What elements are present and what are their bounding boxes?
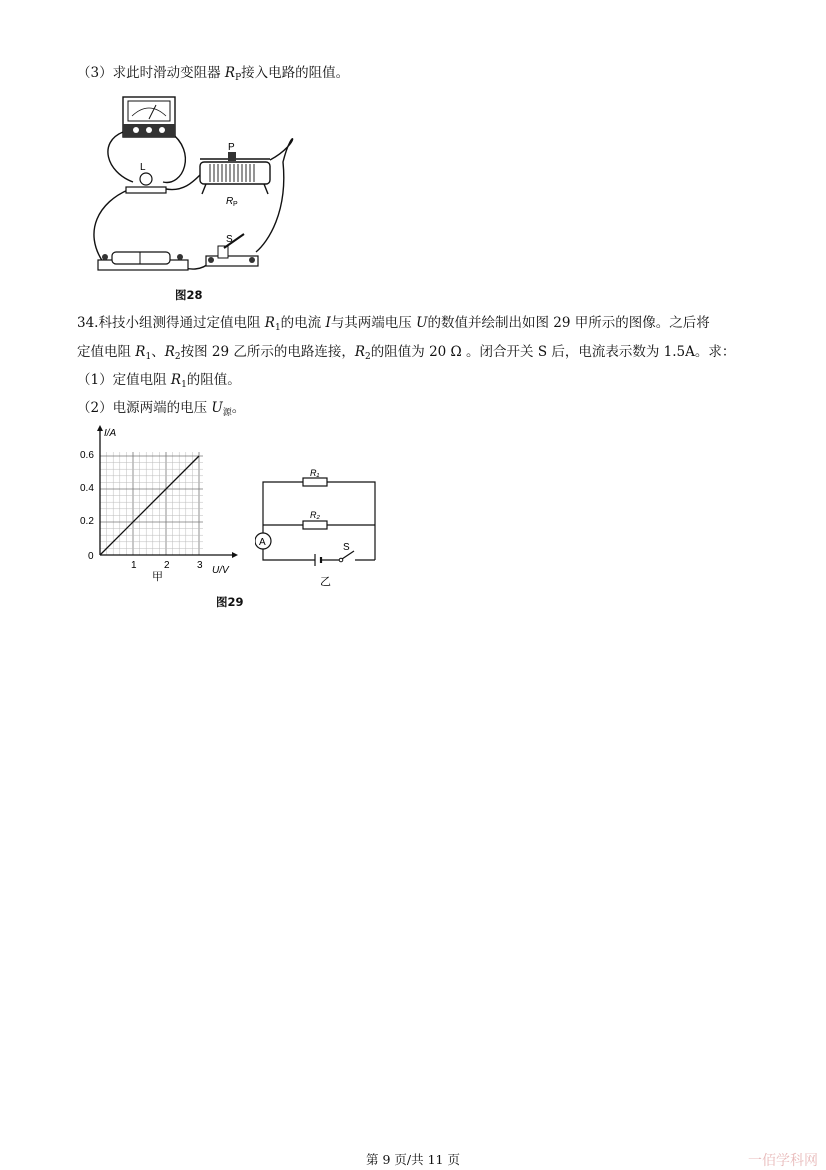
q34-text: 的数值并绘制出如图 29 甲所示的图像。之后将: [427, 315, 710, 331]
y-axis-arrow: [97, 425, 103, 431]
q33-part3: [77, 64, 349, 87]
figure-29-caption: 图29: [216, 595, 244, 609]
q34-var-u: U: [416, 315, 428, 331]
q34-text: 按图 29 乙所示的电路连接，: [180, 344, 355, 360]
wire: [256, 139, 293, 252]
q33-part3-prefix: （3）求此时滑动变阻器: [77, 65, 225, 81]
q34-part2: [77, 399, 245, 422]
q34-var-r1: R: [135, 344, 146, 360]
q34-var-sub: 2: [365, 352, 371, 362]
label-rheostat: R: [226, 196, 234, 207]
q33-var-sub: P: [235, 73, 242, 83]
wire: [108, 132, 133, 182]
q34-var-r2: R: [164, 344, 175, 360]
q34-var-u: U: [211, 400, 223, 416]
q34-text: 定值电阻: [77, 344, 136, 360]
x-tick-label: 3: [197, 560, 203, 571]
q34-text: 的电流: [280, 315, 326, 331]
q34-var-sub: 1: [145, 352, 152, 362]
switch-device: [206, 234, 258, 266]
q34-text: 34.科技小组测得通过定值电阻: [77, 315, 265, 331]
q33-part3-suffix: 接入电路的阻值。: [241, 65, 350, 81]
battery-device: [98, 252, 188, 270]
q34-var-sub: 1: [274, 323, 281, 333]
ammeter-device: [123, 97, 175, 137]
figure-28-caption: 图28: [175, 288, 203, 302]
circuit-name: 乙: [320, 576, 331, 588]
q34-var-r1: R: [264, 315, 275, 331]
q33-var-r: R: [224, 65, 236, 81]
lamp-device: [126, 162, 166, 193]
figure-29-graph: [72, 425, 242, 585]
r2-label: R₂: [310, 510, 320, 520]
r1-label: R₁: [310, 468, 320, 478]
watermark: 一佰学科网: [748, 1153, 818, 1169]
y-tick-label: 0: [88, 551, 94, 562]
label-lamp: L: [140, 162, 146, 173]
wire: [94, 189, 130, 262]
page-footer: 第 9 页/共 11 页: [366, 1152, 460, 1167]
x-tick-label: 1: [131, 560, 137, 571]
q34-text: 与其两端电压: [330, 315, 417, 331]
resistor-r1: [303, 478, 327, 486]
y-tick-label: 0.6: [80, 450, 94, 461]
x-axis-label: U/V: [212, 565, 229, 576]
graph-name: 甲: [152, 571, 163, 583]
q34-text: 。: [231, 400, 246, 416]
x-tick-label: 2: [164, 560, 170, 571]
q34-line2: [77, 343, 735, 366]
q34-var-sub: 2: [174, 352, 181, 362]
q34-text: （1）定值电阻: [77, 372, 171, 388]
label-switch: S: [226, 234, 233, 245]
q34-var-r2: R: [354, 344, 366, 360]
q34-text: 的阻值。: [186, 372, 241, 388]
figure-29-circuit: [255, 465, 385, 590]
q34-text: 的阻值为 20 Ω 。闭合开关 S 后，电流表示数为 1.5A。求：: [370, 344, 736, 360]
resistor-r2: [303, 521, 327, 529]
label-rheostat-sub: P: [233, 201, 238, 208]
q34-text: （2）电源两端的电压: [77, 400, 212, 416]
x-axis-arrow: [232, 552, 238, 558]
rheostat-device: [200, 142, 270, 208]
q34-line1: [77, 314, 710, 337]
data-line: [100, 456, 199, 555]
wire: [163, 132, 185, 182]
y-tick-label: 0.4: [80, 483, 94, 494]
q34-text: 、: [151, 344, 165, 360]
ammeter-label: A: [259, 537, 266, 548]
q34-var-r1: R: [170, 372, 182, 388]
figure-28: [78, 92, 308, 282]
q34-var-sub: 源: [222, 408, 232, 418]
y-tick-label: 0.2: [80, 516, 94, 527]
q34-var-sub: 1: [181, 380, 187, 390]
label-slider: P: [228, 142, 235, 153]
switch-label: S: [343, 542, 350, 553]
q34-var-i: I: [325, 315, 331, 331]
q34-part1: [77, 371, 241, 394]
y-axis-label: I/A: [104, 428, 117, 439]
